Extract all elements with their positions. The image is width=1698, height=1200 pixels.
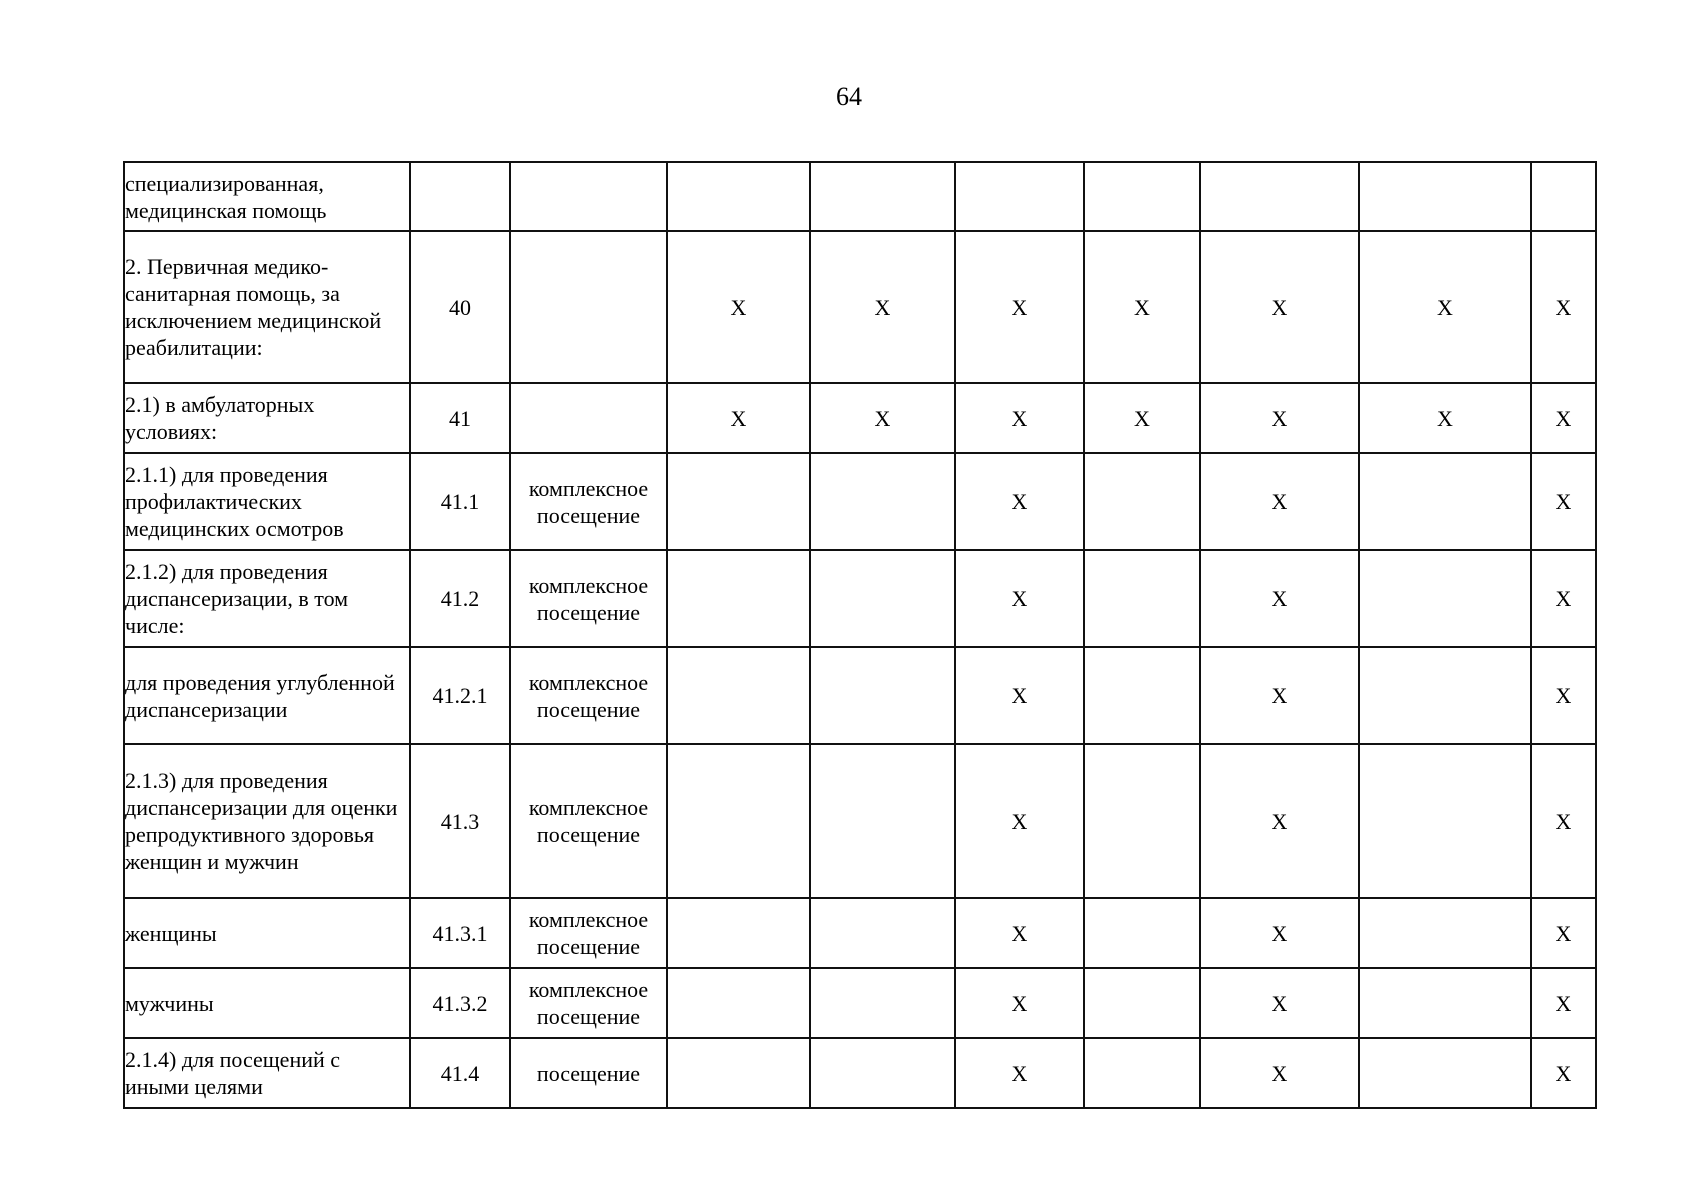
row-code-cell: 41.2.1	[410, 647, 510, 744]
table-row	[124, 744, 1596, 898]
mark-cell: X	[810, 231, 955, 383]
table-row	[124, 1038, 1596, 1108]
mark-cell	[1084, 647, 1200, 744]
mark-cell	[1084, 162, 1200, 231]
row-name-cell: для проведения углубленной диспансеризации	[124, 647, 410, 744]
mark-cell: X	[810, 383, 955, 453]
row-unit-cell: комплексное посещение	[510, 968, 667, 1038]
mark-cell	[810, 453, 955, 550]
mark-cell	[1084, 453, 1200, 550]
mark-cell	[810, 744, 955, 898]
mark-cell: X	[1200, 744, 1359, 898]
mark-cell	[1200, 162, 1359, 231]
mark-cell: X	[1200, 898, 1359, 968]
mark-cell: X	[955, 550, 1084, 647]
mark-cell: X	[1200, 968, 1359, 1038]
mark-cell	[810, 898, 955, 968]
row-code-cell	[410, 162, 510, 231]
mark-cell	[1084, 968, 1200, 1038]
table-row	[124, 647, 1596, 744]
mark-cell	[810, 550, 955, 647]
row-unit-cell	[510, 162, 667, 231]
mark-cell: X	[1200, 550, 1359, 647]
mark-cell	[1359, 898, 1531, 968]
mark-cell	[1359, 647, 1531, 744]
mark-cell: X	[1084, 383, 1200, 453]
mark-cell	[1084, 550, 1200, 647]
mark-cell	[1359, 550, 1531, 647]
mark-cell: X	[1531, 383, 1596, 453]
row-name-cell: женщины	[124, 898, 410, 968]
row-unit-cell	[510, 231, 667, 383]
mark-cell	[1359, 162, 1531, 231]
mark-cell: X	[1084, 231, 1200, 383]
mark-cell	[810, 647, 955, 744]
mark-cell: X	[1531, 231, 1596, 383]
mark-cell	[667, 898, 810, 968]
table-body	[124, 162, 1596, 1108]
table-row	[124, 231, 1596, 383]
mark-cell	[1359, 453, 1531, 550]
mark-cell	[667, 968, 810, 1038]
row-unit-cell: комплексное посещение	[510, 550, 667, 647]
row-code-cell: 41.4	[410, 1038, 510, 1108]
page-number: 64	[836, 82, 862, 111]
mark-cell	[955, 162, 1084, 231]
row-code-cell: 41.3.1	[410, 898, 510, 968]
mark-cell: X	[955, 647, 1084, 744]
table-row	[124, 550, 1596, 647]
mark-cell: X	[1359, 231, 1531, 383]
mark-cell	[1531, 162, 1596, 231]
mark-cell: X	[1531, 898, 1596, 968]
row-code-cell: 40	[410, 231, 510, 383]
row-unit-cell: комплексное посещение	[510, 453, 667, 550]
row-unit-cell: посещение	[510, 1038, 667, 1108]
mark-cell: X	[1200, 231, 1359, 383]
mark-cell: X	[955, 898, 1084, 968]
mark-cell: X	[955, 383, 1084, 453]
row-code-cell: 41	[410, 383, 510, 453]
mark-cell: X	[1200, 1038, 1359, 1108]
mark-cell: X	[955, 231, 1084, 383]
mark-cell	[810, 1038, 955, 1108]
row-name-cell: 2. Первичная медико-санитарная помощь, за исключением медицинской реабилитации:	[124, 231, 410, 383]
mark-cell: X	[1531, 453, 1596, 550]
mark-cell: X	[1531, 968, 1596, 1038]
mark-cell	[810, 162, 955, 231]
mark-cell: X	[955, 453, 1084, 550]
mark-cell	[1084, 898, 1200, 968]
mark-cell	[1084, 1038, 1200, 1108]
mark-cell	[667, 162, 810, 231]
mark-cell: X	[1531, 1038, 1596, 1108]
row-code-cell: 41.1	[410, 453, 510, 550]
mark-cell: X	[1200, 453, 1359, 550]
mark-cell	[667, 453, 810, 550]
mark-cell	[1359, 744, 1531, 898]
mark-cell: X	[1200, 647, 1359, 744]
row-name-cell: мужчины	[124, 968, 410, 1038]
mark-cell	[1359, 1038, 1531, 1108]
table-row	[124, 898, 1596, 968]
row-name-cell: 2.1.2) для проведения диспансеризации, в том числе:	[124, 550, 410, 647]
row-name-cell: 2.1) в амбулаторных условиях:	[124, 383, 410, 453]
row-unit-cell	[510, 383, 667, 453]
mark-cell: X	[667, 231, 810, 383]
mark-cell	[1359, 968, 1531, 1038]
mark-cell: X	[667, 383, 810, 453]
table-row	[124, 968, 1596, 1038]
mark-cell: X	[1359, 383, 1531, 453]
mark-cell	[667, 647, 810, 744]
row-name-cell: 2.1.1) для проведения профилактических медицинских осмотров	[124, 453, 410, 550]
mark-cell	[810, 968, 955, 1038]
mark-cell: X	[1531, 550, 1596, 647]
row-code-cell: 41.2	[410, 550, 510, 647]
mark-cell: X	[1531, 744, 1596, 898]
row-name-cell: 2.1.4) для посещений с иными целями	[124, 1038, 410, 1108]
mark-cell: X	[955, 968, 1084, 1038]
mark-cell	[667, 1038, 810, 1108]
row-code-cell: 41.3.2	[410, 968, 510, 1038]
mark-cell: X	[1200, 383, 1359, 453]
mark-cell: X	[955, 1038, 1084, 1108]
mark-cell	[667, 550, 810, 647]
row-name-cell: специализированная, медицинская помощь	[124, 162, 410, 231]
row-unit-cell: комплексное посещение	[510, 647, 667, 744]
row-unit-cell: комплексное посещение	[510, 744, 667, 898]
table-row	[124, 162, 1596, 231]
mark-cell: X	[1531, 647, 1596, 744]
table-row	[124, 453, 1596, 550]
mark-cell	[667, 744, 810, 898]
row-name-cell: 2.1.3) для проведения диспансеризации для оценки репродуктивного здоровья женщин и мужчин	[124, 744, 410, 898]
mark-cell	[1084, 744, 1200, 898]
row-code-cell: 41.3	[410, 744, 510, 898]
table-row	[124, 383, 1596, 453]
mark-cell: X	[955, 744, 1084, 898]
data-table	[123, 161, 1597, 1109]
row-unit-cell: комплексное посещение	[510, 898, 667, 968]
